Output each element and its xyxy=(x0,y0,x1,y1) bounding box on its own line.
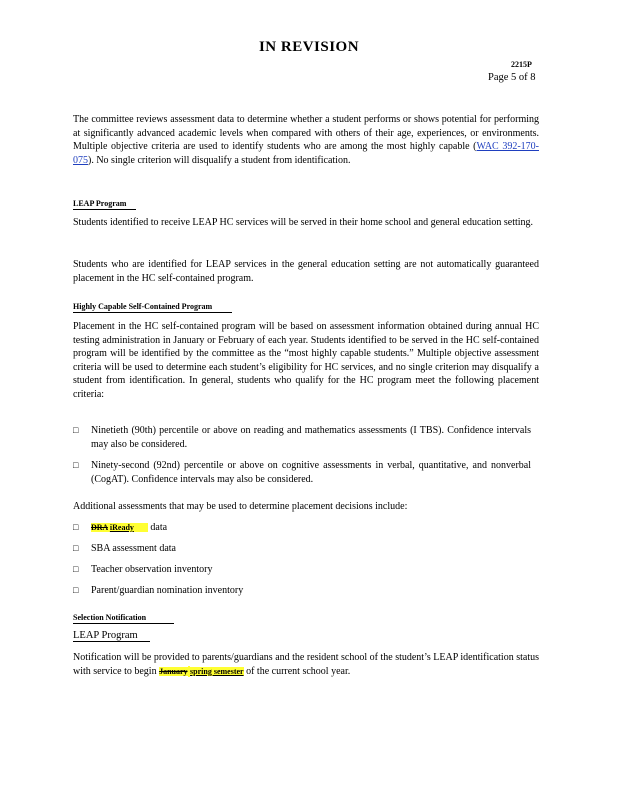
inserted-text: spring semester xyxy=(190,666,244,676)
checkbox-icon: □ xyxy=(73,425,79,435)
checkbox-icon: □ xyxy=(73,564,79,574)
struck-text: January xyxy=(159,666,188,676)
selection-heading: Selection Notification xyxy=(73,613,174,624)
intro-text-before: The committee reviews assessment data to determine whether a student performs or shows potential for performing at significantly advanced academic levels when compared with others of their age, experiences, or environments. Multiple objective criteria are used to identify students who are among the most highly capable ( xyxy=(73,114,539,153)
notification-paragraph xyxy=(73,651,539,678)
wac-link[interactable]: WAC 392-170-075 xyxy=(73,141,539,166)
checkbox-icon: □ xyxy=(73,460,79,470)
intro-text-after: ). No single criterion will disqualify a student from identification. xyxy=(88,154,351,166)
assessment-text: Teacher observation inventory xyxy=(91,564,213,575)
criteria-text: Ninety-second (92nd) percentile or above on cognitive assessments in verbal, quantitative, and nonverbal (CogAT). Confidence intervals may also be considered. xyxy=(91,460,531,485)
checkbox-icon: □ xyxy=(73,522,79,532)
leap-paragraph-2: Students who are identified for LEAP services in the general education setting are not automatically guaranteed placement in the HC self-contained program. xyxy=(73,259,539,284)
checkbox-icon: □ xyxy=(73,543,79,553)
notification-text-before: Notification will be provided to parents/guardians and the resident school of the student’s LEAP identification status with service to begin xyxy=(73,652,539,677)
struck-text: DRA xyxy=(91,523,108,532)
intro-paragraph xyxy=(73,113,539,167)
additional-assessments-intro: Additional assessments that may be used to determine placement decisions include: xyxy=(73,501,408,512)
criteria-text: Ninetieth (90th) percentile or above on reading and mathematics assessments (I TBS). Confidence intervals may also be considered. xyxy=(91,425,531,450)
hc-paragraph: Placement in the HC self-contained program will be based on assessment information obtained during annual HC testing administration in January or February of each year. Students identified to be served in the HC self-contained program will be identified by the committee as the “most highly capable students.” Multiple objective assessment criteria will be used to determine each student’s eligibility for HC services, and no single criterion may disqualify a student from identification. In general, students who qualify for the HC program meet the following placement criteria: xyxy=(73,321,539,400)
page-number: Page 5 of 8 xyxy=(488,72,536,83)
inserted-text: iReady xyxy=(110,523,148,532)
assessment-text: SBA assessment data xyxy=(91,543,176,554)
revision-title: IN REVISION xyxy=(258,39,360,55)
leap-paragraph-1: Students identified to receive LEAP HC services will be served in their home school and general education setting. xyxy=(73,217,534,228)
selection-subheading: LEAP Program xyxy=(73,630,150,642)
notification-text-after: of the current school year. xyxy=(246,665,351,677)
assessment-text: Parent/guardian nomination inventory xyxy=(91,585,244,596)
assessment-text xyxy=(91,521,521,535)
policy-code: 2215P xyxy=(511,60,532,69)
assessment-suffix: data xyxy=(150,522,168,533)
leap-heading: LEAP Program xyxy=(73,199,136,210)
checkbox-icon: □ xyxy=(73,585,79,595)
hc-heading: Highly Capable Self-Contained Program xyxy=(73,302,232,313)
